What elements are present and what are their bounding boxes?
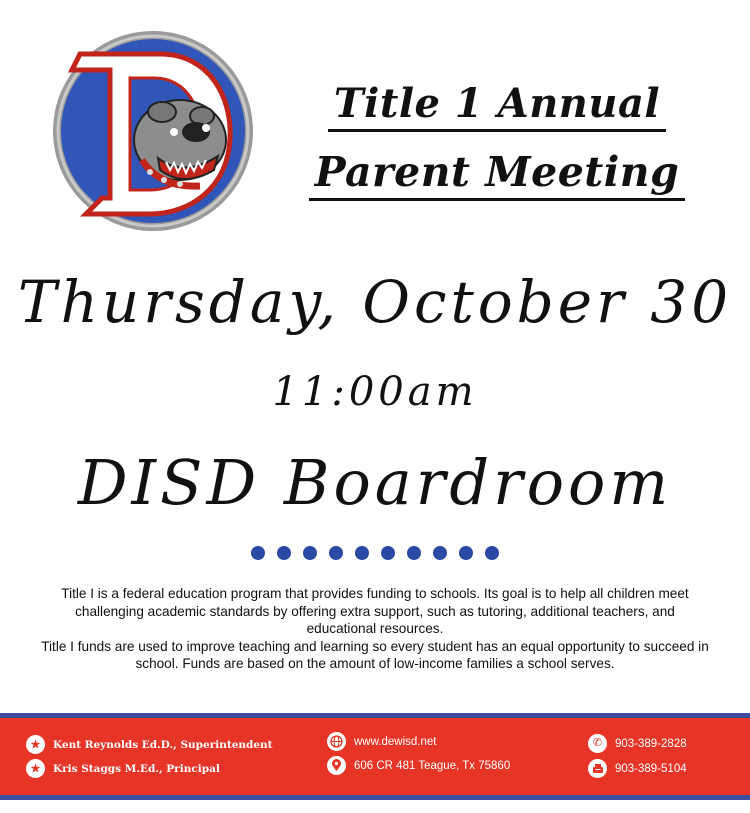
divider-dot — [433, 546, 447, 560]
map-pin-icon — [327, 756, 346, 775]
website-item[interactable] — [327, 732, 436, 751]
description-paragraph: Title I funds are used to improve teaching and learning so every student has an equal opportunity to succeed in school. Funds are based on the amount of low-income families a school serves. — [41, 638, 709, 671]
star-icon: ★ — [26, 735, 45, 754]
divider-dot — [251, 546, 265, 560]
star-icon: ★ — [26, 759, 45, 778]
divider-dot — [381, 546, 395, 560]
phone-icon: ✆ — [588, 734, 607, 753]
fax-number: 903-389-5104 — [615, 762, 687, 775]
fax-icon — [588, 759, 607, 778]
footer-bottom-stripe — [0, 795, 750, 800]
phone-number[interactable]: 903-389-2828 — [615, 737, 687, 750]
footer — [0, 718, 750, 795]
title-line-1: Title 1 Annual — [262, 78, 732, 130]
address-item — [327, 756, 510, 775]
event-date: Thursday, October 30 — [17, 268, 733, 336]
divider-dot — [277, 546, 291, 560]
event-location: DISD Boardroom — [77, 446, 673, 519]
divider-dot — [407, 546, 421, 560]
divider-dot — [459, 546, 473, 560]
divider-dot — [329, 546, 343, 560]
principal-item — [26, 759, 220, 778]
fax-item — [588, 759, 687, 778]
divider-dot — [355, 546, 369, 560]
phone-item[interactable] — [588, 734, 687, 753]
bulldog-d-logo — [50, 28, 256, 234]
principal-text: Kris Staggs M.Ed., Principal — [53, 762, 220, 775]
address-text: 606 CR 481 Teague, Tx 75860 — [354, 759, 511, 772]
dots-divider — [0, 546, 750, 560]
globe-icon — [327, 732, 346, 751]
website-link[interactable]: www.dewisd.net — [354, 735, 437, 748]
description-paragraph: Title I is a federal education program that provides funding to schools. Its goal is to help all children meet challenging academic standards by offering extra support, such as tutoring, additional teachers, and educational resources. — [61, 586, 689, 636]
event-time: 11:00am — [272, 369, 478, 415]
superintendent-text: Kent Reynolds Ed.D., Superintendent — [53, 738, 273, 751]
superintendent-item — [26, 735, 273, 754]
title-line-2: Parent Meeting — [262, 146, 732, 198]
description — [40, 585, 710, 673]
divider-dot — [303, 546, 317, 560]
divider-dot — [485, 546, 499, 560]
